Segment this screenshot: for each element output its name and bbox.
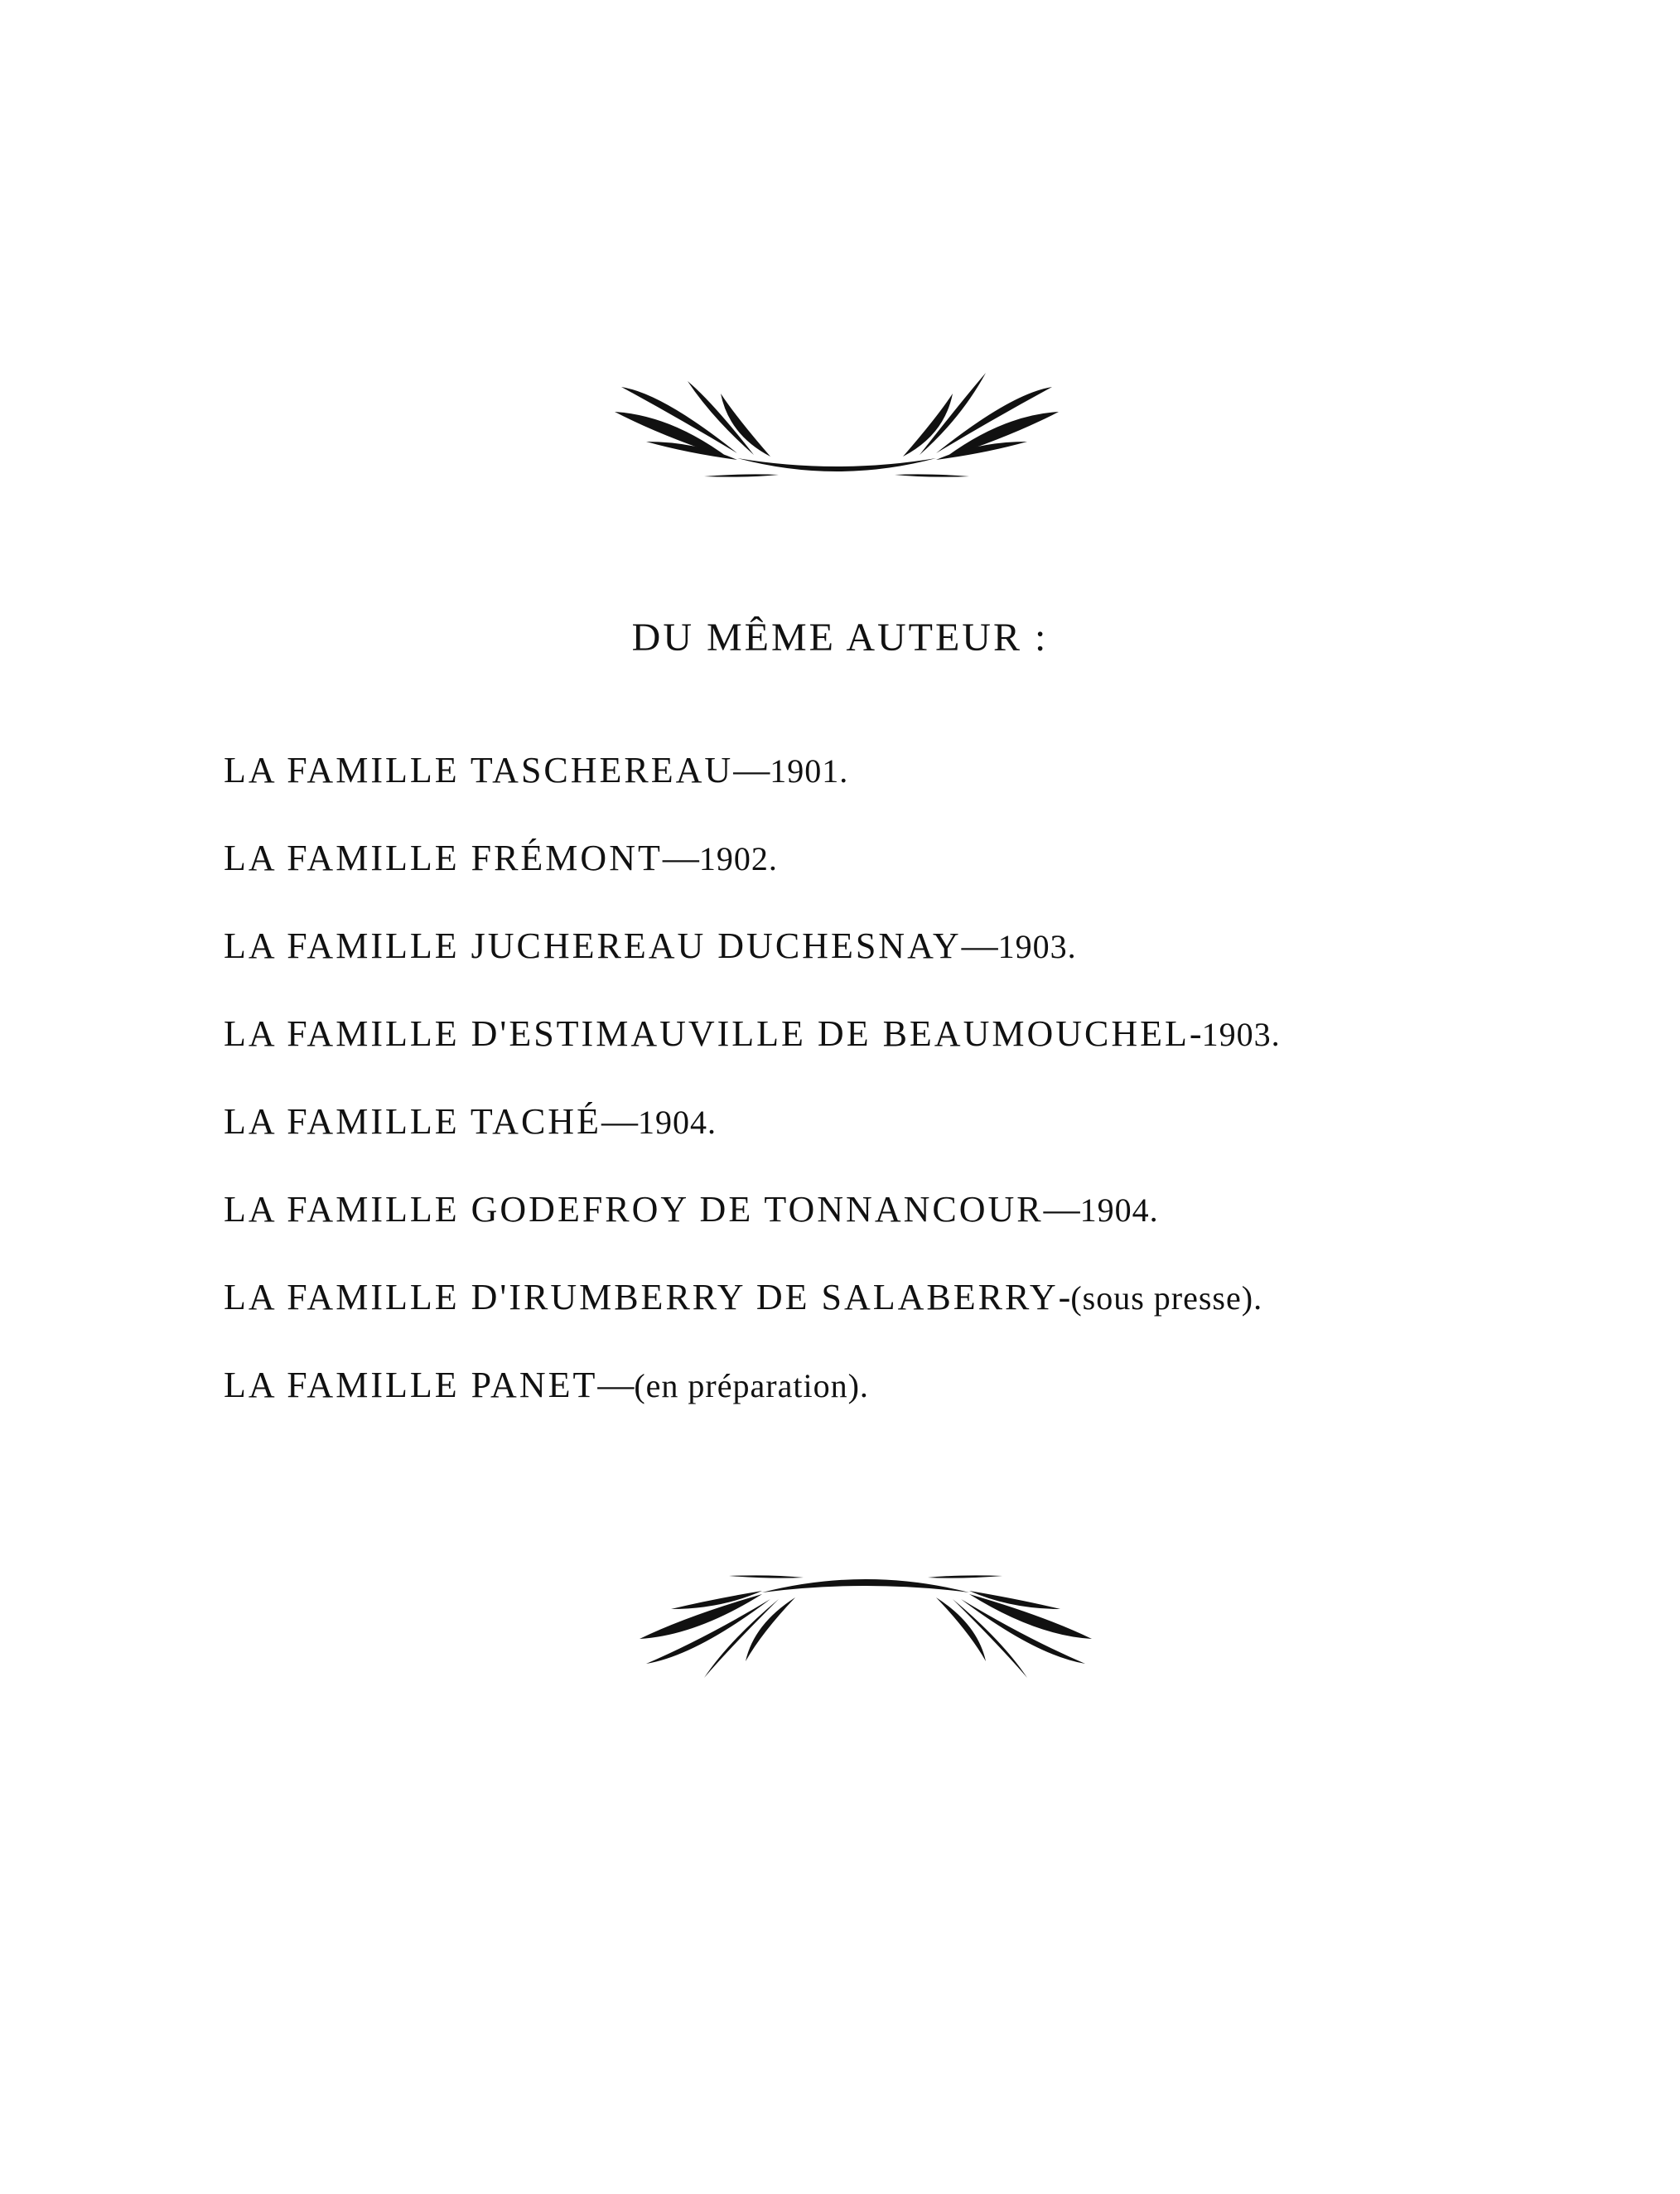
list-item	[224, 921, 1499, 1009]
list-item	[224, 746, 1499, 834]
list-item	[224, 834, 1499, 921]
work-title: LA FAMILLE GODEFROY DE TONNANCOUR	[224, 1189, 1044, 1230]
work-year: (sous presse).	[1070, 1279, 1263, 1317]
page-heading: DU MÊME AUTEUR :	[631, 616, 1049, 660]
work-year: 1902.	[698, 840, 778, 877]
bottom-ornament-icon	[638, 1566, 1093, 1690]
work-dash: —	[961, 925, 998, 966]
work-title: LA FAMILLE TACHÉ	[224, 1101, 601, 1142]
work-dash: —	[601, 1101, 638, 1142]
list-item	[224, 1009, 1499, 1097]
list-item	[224, 1185, 1499, 1273]
work-dash: —	[597, 1365, 635, 1405]
list-item	[224, 1273, 1499, 1360]
works-list	[224, 746, 1499, 1448]
work-title: LA FAMILLE FRÉMONT	[224, 838, 663, 878]
work-year: (en préparation).	[634, 1367, 869, 1404]
work-dash: —	[1043, 1189, 1080, 1230]
top-ornament-icon	[613, 360, 1060, 485]
work-dash: —	[662, 838, 699, 878]
work-year: 1903.	[1201, 1016, 1281, 1053]
work-year: 1904.	[637, 1104, 717, 1141]
work-dash: -	[1189, 1013, 1202, 1054]
work-dash: -	[1058, 1277, 1071, 1317]
work-title: LA FAMILLE PANET	[224, 1365, 598, 1405]
work-title: LA FAMILLE D'ESTIMAUVILLE DE BEAUMOUCHEL	[224, 1013, 1190, 1054]
work-title: LA FAMILLE D'IRUMBERRY DE SALABERRY	[224, 1277, 1059, 1317]
work-year: 1901.	[770, 752, 849, 790]
list-item	[224, 1360, 1499, 1448]
list-item	[224, 1097, 1499, 1185]
work-title: LA FAMILLE JUCHEREAU DUCHESNAY	[224, 925, 962, 966]
work-year: 1903.	[997, 928, 1077, 965]
work-year: 1904.	[1079, 1191, 1159, 1229]
work-title: LA FAMILLE TASCHEREAU	[224, 750, 734, 790]
work-dash: —	[733, 750, 770, 790]
